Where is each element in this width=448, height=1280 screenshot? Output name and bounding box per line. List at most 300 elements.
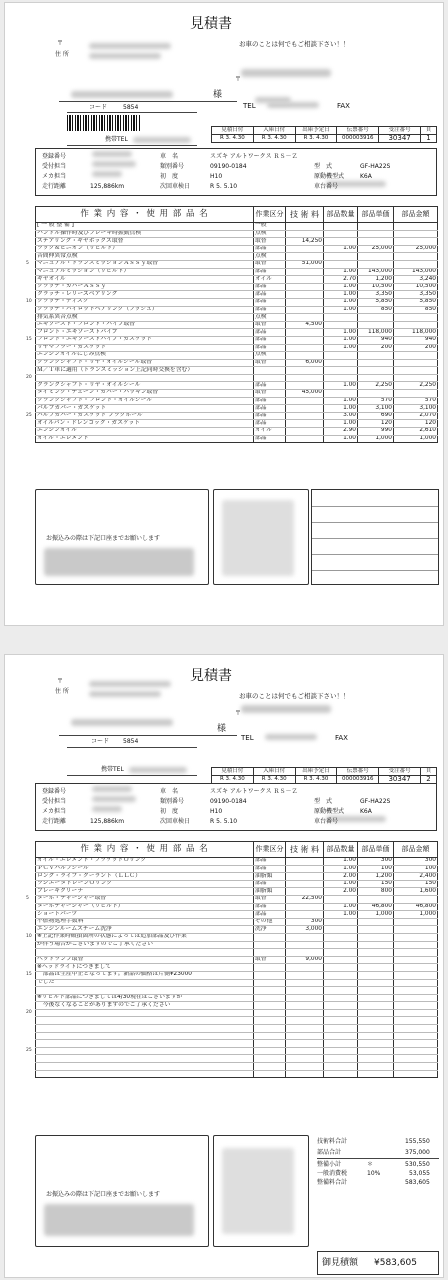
col-header-description: 作 業 内 容 ・ 使 用 部 品 名 xyxy=(36,842,254,858)
parts-unit-price xyxy=(358,253,394,261)
mileage-label: 走行距離 xyxy=(42,183,67,190)
item-description: クラッチ・ディスク xyxy=(36,298,254,306)
work-category xyxy=(254,1055,286,1063)
item-description: エキゾースト・フロント・パイプ取替 xyxy=(36,321,254,329)
work-category: 部品 xyxy=(254,245,286,253)
table-row xyxy=(36,941,438,949)
vehicle-info-box xyxy=(35,148,437,196)
mobile-label: 携帯TEL xyxy=(101,766,124,773)
parts-unit-price xyxy=(358,359,394,367)
parts-amount xyxy=(394,1070,438,1078)
parts-amount xyxy=(394,1055,438,1063)
item-description: ※リビルト部品につきましては4/30現在はございますが xyxy=(36,994,254,1002)
parts-unit-price: 1,200 xyxy=(358,276,394,284)
col-header-category: 作業区分 xyxy=(254,842,286,858)
item-description xyxy=(36,1009,254,1017)
postal-mark: 〒 xyxy=(57,678,64,685)
mobile-underline xyxy=(67,775,197,776)
table-row xyxy=(36,1002,438,1010)
first-reg-label: 初 度 xyxy=(160,173,179,180)
labor-fee: 4,500 xyxy=(286,321,324,329)
labor-fee xyxy=(286,230,324,238)
table-row xyxy=(36,260,438,268)
col-header-labor: 技 術 料 xyxy=(286,842,324,858)
car-name-label: 車 名 xyxy=(160,153,179,160)
meta-header: 出庫予定日 xyxy=(295,127,337,135)
parts-qty xyxy=(324,367,358,375)
fax-label: FAX xyxy=(335,734,348,742)
item-description: フロント・エキゾーストパイプ xyxy=(36,329,254,337)
meta-header: 入庫日付 xyxy=(253,127,295,135)
labor-fee xyxy=(286,880,324,888)
work-category: 部品 xyxy=(254,880,286,888)
item-description: ターボチャージャー（リビルト） xyxy=(36,903,254,911)
parts-amount xyxy=(394,964,438,972)
parts-qty xyxy=(324,352,358,360)
parts-unit-price xyxy=(358,1040,394,1048)
item-description: ロング・ライフ・クーラント（ＬＬＣ） xyxy=(36,873,254,881)
mileage-label: 走行距離 xyxy=(42,818,67,825)
parts-unit-price xyxy=(358,230,394,238)
grand-total-box xyxy=(317,1251,439,1275)
table-row xyxy=(36,956,438,964)
labor-fee xyxy=(286,283,324,291)
parts-unit-price xyxy=(358,1009,394,1017)
table-row xyxy=(36,1025,438,1033)
grand-total-label: 御見積額 xyxy=(322,1258,359,1268)
work-category: 部品 xyxy=(254,435,286,443)
col-header-category: 作業区分 xyxy=(254,207,286,223)
table-row xyxy=(36,230,438,238)
parts-unit-price xyxy=(358,352,394,360)
parts-qty xyxy=(324,230,358,238)
item-description xyxy=(36,1055,254,1063)
item-description: ショートパーツ xyxy=(36,911,254,919)
mobile-underline xyxy=(67,145,197,146)
parts-amount xyxy=(394,390,438,398)
item-description: クランクシャフト・リヤ・オイルシール xyxy=(36,382,254,390)
transfer-note: お振込みの際は下記口座までお願いします xyxy=(46,535,161,542)
parts-qty xyxy=(324,918,358,926)
line-number: 15 xyxy=(26,337,32,342)
parts-amount: 118,000 xyxy=(394,329,438,337)
work-category: 油脂類 xyxy=(254,888,286,896)
table-row xyxy=(36,858,438,866)
table-row xyxy=(36,223,438,231)
item-description: バルブカバー・ガスケット プラグホール xyxy=(36,412,254,420)
redacted-tel xyxy=(265,734,317,740)
table-row xyxy=(36,390,438,398)
meta-header: 頁 xyxy=(421,768,437,776)
labor-fee xyxy=(286,329,324,337)
parts-amount: 940 xyxy=(394,336,438,344)
labor-fee xyxy=(286,979,324,987)
staff-label: 受付担当 xyxy=(42,163,67,170)
labor-total-value: 155,550 xyxy=(405,1138,430,1145)
parts-unit-price xyxy=(358,321,394,329)
chassis-label: 車台番号 xyxy=(314,183,339,190)
parts-qty xyxy=(324,987,358,995)
item-description xyxy=(36,1040,254,1048)
parts-unit-price xyxy=(358,933,394,941)
parts-unit-price: 940 xyxy=(358,336,394,344)
meta-header: 見積日付 xyxy=(212,768,254,776)
parts-amount xyxy=(394,949,438,957)
labor-fee xyxy=(286,268,324,276)
estimate-date: R 3. 4.30 xyxy=(212,776,254,784)
parts-unit-price: 3,100 xyxy=(358,405,394,413)
customer-postal-mark: 〒 xyxy=(235,76,242,83)
page-title: 見積書 xyxy=(190,668,232,684)
table-row xyxy=(36,336,438,344)
slogan: お車のことは何でもご相談下さい！！ xyxy=(239,692,350,700)
class-value: 09190-0184 xyxy=(210,798,247,805)
table-row xyxy=(36,911,438,919)
parts-unit-price xyxy=(358,1063,394,1071)
parts-unit-price: 990 xyxy=(358,428,394,436)
table-row xyxy=(36,268,438,276)
page-number: 1 xyxy=(421,135,437,143)
redacted-customer-address xyxy=(241,69,331,77)
parts-qty: 2.00 xyxy=(324,873,358,881)
parts-amount xyxy=(394,1040,438,1048)
labor-fee xyxy=(286,374,324,382)
parts-unit-price: 25,000 xyxy=(358,245,394,253)
item-description: クランクシャフト・フロント・オイルシール xyxy=(36,397,254,405)
parts-unit-price xyxy=(358,260,394,268)
table-row xyxy=(36,367,438,375)
item-description: でした xyxy=(36,979,254,987)
bank-info-box xyxy=(35,1135,209,1247)
parts-unit-price: 850 xyxy=(358,306,394,314)
first-reg-label: 初 度 xyxy=(160,808,179,815)
work-category: 部品 xyxy=(254,306,286,314)
table-row xyxy=(36,933,438,941)
item-description xyxy=(36,987,254,995)
table-row xyxy=(36,1063,438,1071)
labor-fee xyxy=(286,253,324,261)
table-row xyxy=(36,382,438,390)
line-number: 5 xyxy=(26,896,29,901)
work-category: 取替 xyxy=(254,321,286,329)
labor-fee xyxy=(286,405,324,413)
parts-amount: 2,400 xyxy=(394,873,438,881)
labor-fee xyxy=(286,987,324,995)
parts-qty xyxy=(324,964,358,972)
table-row xyxy=(36,321,438,329)
parts-amount xyxy=(394,367,438,375)
parts-unit-price xyxy=(358,374,394,382)
parts-qty xyxy=(324,956,358,964)
redacted-customer-address xyxy=(241,705,331,713)
work-category xyxy=(254,994,286,1002)
table-row xyxy=(36,291,438,299)
redacted-stamp xyxy=(222,500,294,576)
parts-unit-price: 118,000 xyxy=(358,329,394,337)
labor-fee xyxy=(286,306,324,314)
parts-amount xyxy=(394,987,438,995)
code-label: コード xyxy=(91,738,110,745)
labor-fee xyxy=(286,888,324,896)
item-description xyxy=(36,1025,254,1033)
item-description: フロント・エキゾーストパイプ・ガスケット xyxy=(36,336,254,344)
parts-amount: 1,000 xyxy=(394,911,438,919)
item-description: ラジエータドレーンＯリング xyxy=(36,880,254,888)
parts-amount xyxy=(394,979,438,987)
meta-header: 入庫日付 xyxy=(253,768,295,776)
work-category: 部品 xyxy=(254,865,286,873)
subtotal-value: 530,550 xyxy=(405,1161,430,1168)
parts-unit-price xyxy=(358,956,394,964)
class-label: 類別番号 xyxy=(160,798,185,805)
parts-amount xyxy=(394,1032,438,1040)
work-category: 部品 xyxy=(254,858,286,866)
item-description xyxy=(36,949,254,957)
parts-qty: 1.00 xyxy=(324,397,358,405)
parts-amount: 150 xyxy=(394,880,438,888)
work-category xyxy=(254,374,286,382)
work-category xyxy=(254,1025,286,1033)
parts-amount xyxy=(394,933,438,941)
work-category xyxy=(254,949,286,957)
table-row xyxy=(36,397,438,405)
table-row xyxy=(36,435,438,443)
parts-qty xyxy=(324,1055,358,1063)
labor-fee xyxy=(286,1017,324,1025)
labor-fee xyxy=(286,435,324,443)
meta-table xyxy=(211,126,437,143)
parts-qty: 1.00 xyxy=(324,336,358,344)
work-category xyxy=(254,964,286,972)
service-total-label: 整備料合計 xyxy=(317,1179,348,1186)
work-category: 部品 xyxy=(254,382,286,390)
parts-amount xyxy=(394,956,438,964)
page-number: 2 xyxy=(421,776,437,784)
labor-fee xyxy=(286,1047,324,1055)
redacted-customer-name xyxy=(71,91,173,98)
slogan: お車のことは何でもご相談下さい！！ xyxy=(239,40,350,48)
item-description: タイミング・チェーン・カバー・パッキン取替 xyxy=(36,390,254,398)
labor-fee: 9,000 xyxy=(286,956,324,964)
slip-number: 000003916 xyxy=(337,776,379,784)
honorific: 様 xyxy=(217,724,227,734)
labor-fee xyxy=(286,412,324,420)
parts-unit-price: 2,250 xyxy=(358,382,394,390)
work-category xyxy=(254,1032,286,1040)
work-category xyxy=(254,1063,286,1071)
parts-qty xyxy=(324,374,358,382)
work-category: 部品 xyxy=(254,405,286,413)
name-underline xyxy=(59,735,237,736)
parts-qty xyxy=(324,941,358,949)
labor-fee xyxy=(286,1009,324,1017)
item-description: が伴う場合がございますのでご了承ください xyxy=(36,941,254,949)
labor-fee xyxy=(286,858,324,866)
meta-header: 受注番号 xyxy=(379,768,421,776)
engine-label: 原動機型式 xyxy=(314,173,345,180)
entry-date: R 3. 4.30 xyxy=(253,135,295,143)
parts-unit-price: 1,000 xyxy=(358,911,394,919)
labor-fee xyxy=(286,1063,324,1071)
parts-unit-price xyxy=(358,949,394,957)
line-number: 20 xyxy=(26,1010,32,1015)
parts-unit-price xyxy=(358,1002,394,1010)
next-inspection-label: 次回車検日 xyxy=(160,183,191,190)
parts-qty xyxy=(324,1040,358,1048)
table-row xyxy=(36,283,438,291)
line-number: 10 xyxy=(26,934,32,939)
parts-unit-price xyxy=(358,918,394,926)
parts-qty: 3.00 xyxy=(324,412,358,420)
table-row xyxy=(36,880,438,888)
item-description xyxy=(36,1017,254,1025)
parts-total-label: 部品合計 xyxy=(317,1149,342,1156)
table-row xyxy=(36,949,438,957)
parts-qty xyxy=(324,321,358,329)
labor-fee xyxy=(286,964,324,972)
parts-unit-price: 120 xyxy=(358,420,394,428)
parts-amount xyxy=(394,926,438,934)
name-underline xyxy=(59,101,237,102)
parts-amount xyxy=(394,223,438,231)
parts-unit-price xyxy=(358,1032,394,1040)
parts-unit-price: 300 xyxy=(358,858,394,866)
postal-mark: 〒 xyxy=(57,40,64,47)
meta-header: 伝票番号 xyxy=(337,127,379,135)
parts-qty: 1.00 xyxy=(324,268,358,276)
work-category xyxy=(254,1017,286,1025)
work-category xyxy=(254,1009,286,1017)
item-description: エンジンオイルにじみ点検 xyxy=(36,352,254,360)
parts-unit-price: 200 xyxy=(358,344,394,352)
parts-amount: 10,500 xyxy=(394,283,438,291)
table-row xyxy=(36,873,438,881)
col-header-qty: 部品数量 xyxy=(324,207,358,223)
parts-qty xyxy=(324,314,358,322)
parts-qty: 1.00 xyxy=(324,245,358,253)
parts-qty xyxy=(324,238,358,246)
class-label: 類別番号 xyxy=(160,163,185,170)
col-header-unit-price: 部品単価 xyxy=(358,842,394,858)
work-category xyxy=(254,1002,286,1010)
model-label: 型 式 xyxy=(314,163,333,170)
labor-fee xyxy=(286,428,324,436)
item-description: 排気系異音点検 xyxy=(36,314,254,322)
next-inspection-value: R 5. 5.10 xyxy=(210,183,238,190)
parts-amount xyxy=(394,314,438,322)
table-row xyxy=(36,903,438,911)
work-category xyxy=(254,933,286,941)
work-category: 点検 xyxy=(254,230,286,238)
parts-amount: 200 xyxy=(394,344,438,352)
table-row xyxy=(36,344,438,352)
address-label: 住 所 xyxy=(55,688,69,695)
engine-value: K6A xyxy=(360,808,372,815)
item-description: オイル・エレメント xyxy=(36,435,254,443)
item-description: ハンドル操作時及びブレーキ時振動点検 xyxy=(36,230,254,238)
item-description: クラッチ・パイロットベアリング（ブッシュ） xyxy=(36,306,254,314)
work-category: 部品 xyxy=(254,911,286,919)
parts-amount: 46,800 xyxy=(394,903,438,911)
parts-unit-price: 10,500 xyxy=(358,283,394,291)
parts-amount xyxy=(394,230,438,238)
line-number: 25 xyxy=(26,413,32,418)
col-header-unit-price: 部品単価 xyxy=(358,207,394,223)
parts-qty: 1.00 xyxy=(324,382,358,390)
labor-fee xyxy=(286,397,324,405)
work-category: 部品 xyxy=(254,283,286,291)
table-row xyxy=(36,359,438,367)
line-number: 10 xyxy=(26,299,32,304)
parts-amount xyxy=(394,260,438,268)
table-row xyxy=(36,314,438,322)
parts-amount xyxy=(394,352,438,360)
parts-amount: 2,250 xyxy=(394,382,438,390)
parts-unit-price xyxy=(358,238,394,246)
parts-qty xyxy=(324,1025,358,1033)
table-row xyxy=(36,979,438,987)
parts-qty: 1.00 xyxy=(324,329,358,337)
work-category: 点検 xyxy=(254,253,286,261)
item-description: マニュアルミッション（リビルト） xyxy=(36,268,254,276)
table-row xyxy=(36,888,438,896)
parts-total-value: 375,000 xyxy=(405,1149,430,1156)
parts-qty xyxy=(324,1002,358,1010)
item-description: ギヤオイル xyxy=(36,276,254,284)
parts-amount: 120 xyxy=(394,420,438,428)
labor-fee xyxy=(286,344,324,352)
work-category: 部品 xyxy=(254,397,286,405)
parts-unit-price xyxy=(358,367,394,375)
stamp-box xyxy=(213,1135,309,1247)
model-value: GF-HA22S xyxy=(360,798,391,805)
mech-label: メカ担当 xyxy=(42,173,67,180)
work-category: オイル xyxy=(254,428,286,436)
work-category: その他 xyxy=(254,918,286,926)
entry-date: R 3. 4.30 xyxy=(253,776,295,784)
work-category: オイル xyxy=(254,276,286,284)
order-number: 30347 xyxy=(379,135,421,143)
table-row xyxy=(36,971,438,979)
parts-qty: 1.00 xyxy=(324,435,358,443)
parts-amount: 850 xyxy=(394,306,438,314)
parts-amount: 300 xyxy=(394,858,438,866)
labor-fee: 51,000 xyxy=(286,260,324,268)
parts-unit-price: 143,000 xyxy=(358,268,394,276)
barcode xyxy=(67,115,141,131)
parts-unit-price xyxy=(358,223,394,231)
parts-amount xyxy=(394,994,438,1002)
item-description: ※ヘッドライトにつきまして xyxy=(36,964,254,972)
parts-unit-price xyxy=(358,1055,394,1063)
code-value: 5854 xyxy=(123,104,139,111)
work-category: 部品 xyxy=(254,420,286,428)
table-row xyxy=(36,1040,438,1048)
parts-unit-price xyxy=(358,941,394,949)
parts-unit-price xyxy=(358,1070,394,1078)
table-row xyxy=(36,298,438,306)
labor-fee xyxy=(286,933,324,941)
parts-amount xyxy=(394,971,438,979)
car-name-label: 車 名 xyxy=(160,788,179,795)
work-category: 点検 xyxy=(254,314,286,322)
taxable-mark: ＊ xyxy=(367,1161,374,1168)
col-header-amount: 部品金額 xyxy=(394,842,438,858)
engine-label: 原動機型式 xyxy=(314,808,345,815)
tel-label: TEL xyxy=(243,102,256,110)
first-reg-value: H10 xyxy=(210,173,223,180)
labor-fee xyxy=(286,1032,324,1040)
